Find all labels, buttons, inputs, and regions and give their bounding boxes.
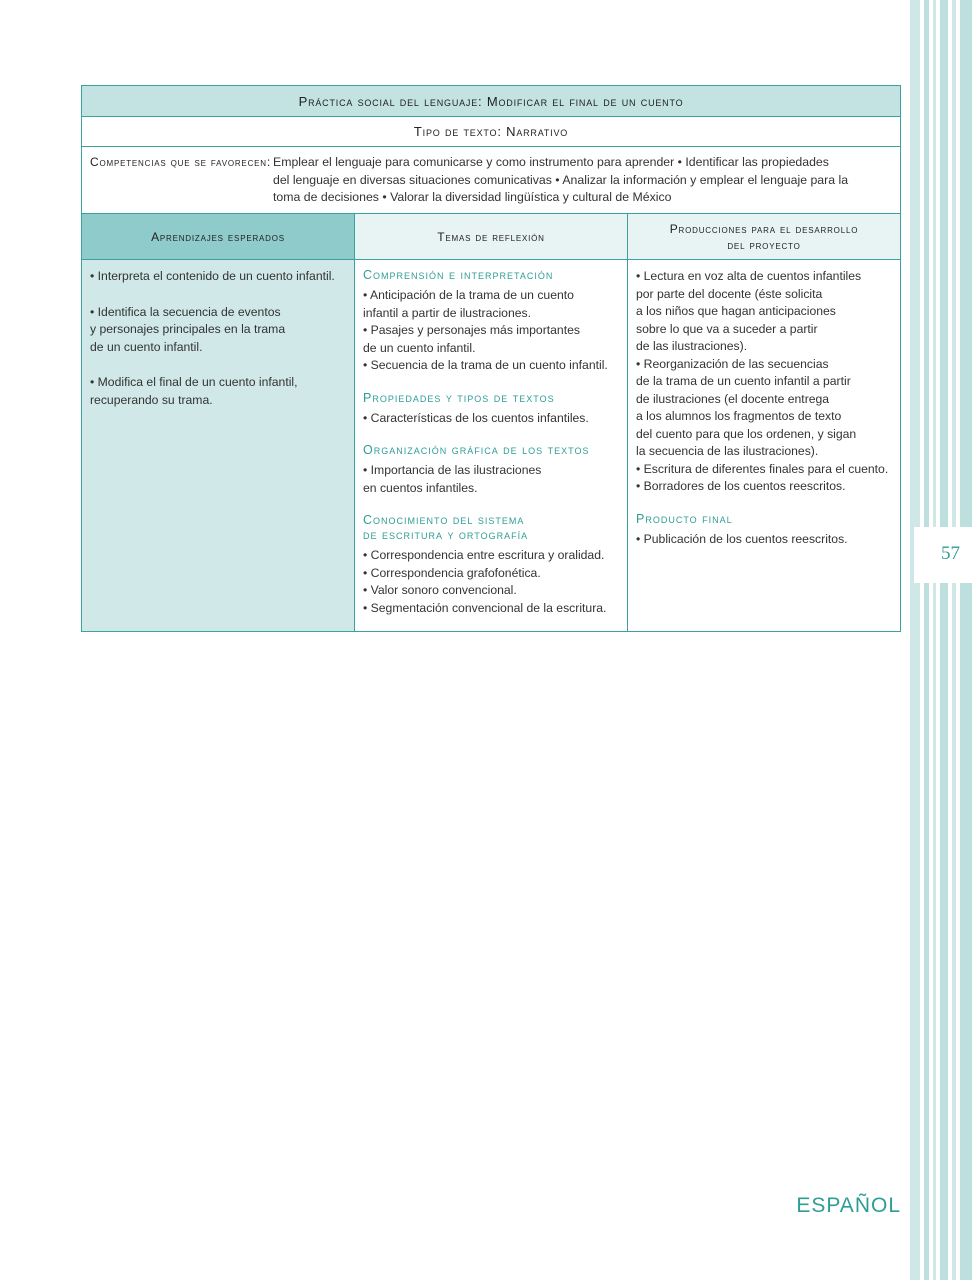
section-heading: Producto final [636,511,733,526]
list-item: • Características de los cuentos infantiles. [363,410,589,425]
subject-label: ESPAÑOL [796,1194,901,1217]
item-line: • Pasajes y personajes más importantes [363,323,580,337]
header-producciones [628,214,900,259]
item-line: • Reorganización de las secuencias [636,356,829,371]
list-item [636,356,894,461]
header-temas: Temas de reflexión [355,214,628,259]
list-item [636,268,894,356]
text-type: Tipo de texto: Narrativo [82,117,900,147]
producciones-column [628,260,900,631]
item-line: sobre lo que va a suceder a partir [636,321,818,336]
item-line: en cuentos infantiles. [363,480,478,495]
item-line: infantil a partir de ilustraciones. [363,305,532,320]
competencias-label: Competencias que se favorecen: [90,155,271,169]
competencias-line: toma de decisiones • Valorar la diversidad lingüística y cultural de México [273,190,672,204]
competencias-line: del lenguaje en diversas situaciones comunicativas • Analizar la información y emplear el lenguaje para la [273,172,849,187]
item-line: • Lectura en voz alta de cuentos infantiles [636,269,862,283]
item-line: de las ilustraciones). [636,339,748,353]
competencias-text [273,154,895,207]
list-item: • Interpreta el contenido de un cuento infantil. [90,269,335,283]
item-line: recuperando su trama. [90,392,213,407]
section-heading-line: Conocimiento del sistema [363,513,525,527]
column-headers [82,214,900,260]
item-line: a los niños que hagan anticipaciones [636,304,836,318]
section-heading: Organización gráfica de los textos [363,443,590,457]
temas-column [355,260,628,631]
item-line: de un cuento infantil. [90,339,203,354]
item-line: • Importancia de las ilustraciones [363,463,542,477]
section-heading-line: de escritura y ortografía [363,528,529,542]
list-item: • Publicación de los cuentos reescritos. [636,531,848,546]
competencias-line: Emplear el lenguaje para comunicarse y como instrumento para aprender • Identificar las propiedades [273,155,829,169]
list-item [90,304,348,357]
list-item: • Secuencia de la trama de un cuento infantil. [363,358,608,372]
decorative-stripes [910,0,972,1280]
item-line: la secuencia de las ilustraciones). [636,444,819,458]
competencias-row [82,147,900,214]
section-heading: Propiedades y tipos de textos [363,390,555,405]
list-item [363,462,621,497]
list-item: • Escritura de diferentes finales para el cuento. [636,461,889,476]
aprendizajes-column [82,260,355,631]
item-line: • Identifica la secuencia de eventos [90,304,281,319]
list-item: • Correspondencia entre escritura y oralidad. [363,548,605,562]
list-item: • Valor sonoro convencional. [363,583,517,597]
curriculum-table [81,85,901,632]
list-item [363,287,621,322]
item-line: por parte del docente (éste solicita [636,286,823,301]
item-line: de ilustraciones (el docente entrega [636,391,830,406]
list-item: • Segmentación convencional de la escritura. [363,600,607,615]
item-line: • Modifica el final de un cuento infantil, [90,375,298,389]
list-item: • Correspondencia grafofonética. [363,565,541,580]
header-aprendizajes: Aprendizajes esperados [82,214,355,259]
table-title: Práctica social del lenguaje: Modificar el final de un cuento [82,86,900,117]
section-heading: Comprensión e interpretación [363,268,554,282]
item-line: de la trama de un cuento infantil a partir [636,374,851,388]
section-heading [363,513,621,543]
header-producciones-line: Producciones para el desarrollo [669,221,859,236]
item-line: a los alumnos los fragmentos de texto [636,409,842,423]
list-item [90,374,348,409]
page-number: 57 [941,543,960,564]
item-line: y personajes principales en la trama [90,322,286,336]
item-line: del cuento para que los ordenen, y sigan [636,426,857,441]
list-item [363,322,621,357]
content-row [82,260,900,631]
list-item: • Borradores de los cuentos reescritos. [636,479,846,493]
item-line: de un cuento infantil. [363,340,476,355]
item-line: • Anticipación de la trama de un cuento [363,288,574,302]
header-producciones-line: del proyecto [727,237,801,252]
